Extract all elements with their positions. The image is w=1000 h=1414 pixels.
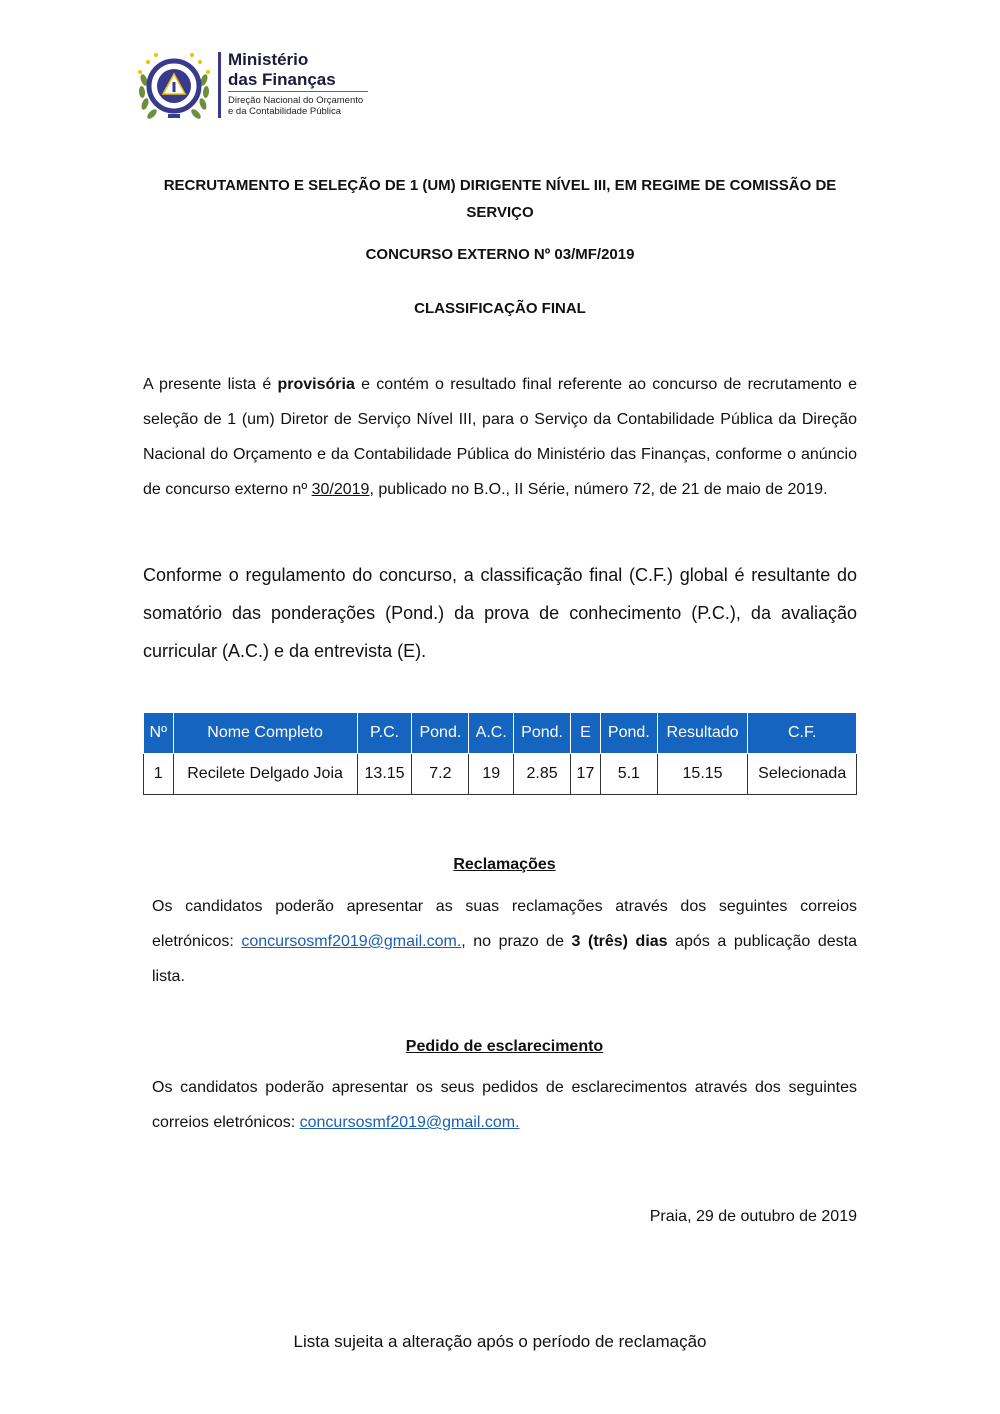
table-row [144,754,857,795]
col-header-nome: Nome Completo [173,713,357,754]
cell-e: 17 [570,754,600,795]
logo-subtitle-line1: Direção Nacional do Orçamento [228,95,364,106]
col-header-pc: P.C. [357,713,412,754]
col-header-pond-pc: Pond. [412,713,469,754]
republic-seal-icon [134,50,214,122]
cell-pond-pc: 7.2 [412,754,469,795]
esclarecimento-text-a: Os candidatos poderão apresentar os seus pedidos de esclarecimentos através dos seguintes correios eletrónicos: [152,1079,857,1131]
reclamacoes-text-a: Os candidatos poderão apresentar as suas reclamações através dos seguintes correios eletrónicos: [152,898,857,950]
cell-pond-e: 5.1 [600,754,657,795]
logo-title-line2: das Finanças [228,70,336,89]
intro-paragraph [143,367,857,507]
table-header-row [144,713,857,754]
cell-pc: 13.15 [357,754,412,795]
esclarecimento-email-link[interactable]: concursosmf2019@gmail.com. [299,1114,520,1131]
intro-text-c: , publicado no B.O., II Série, número 72, de 21 de maio de 2019. [369,481,828,498]
logo-divider [218,52,221,118]
dateline: Praia, 29 de outubro de 2019 [649,1208,857,1225]
cell-pond-ac: 2.85 [514,754,571,795]
cell-cf: Selecionada [748,754,857,795]
cell-numero: 1 [144,754,174,795]
anuncio-link[interactable]: 30/2019 [311,481,370,498]
logo-subtitle-line2: e da Contabilidade Pública [228,106,342,117]
results-table [143,712,857,795]
col-header-e: E [570,713,600,754]
intro-text-a: A presente lista é [143,376,278,393]
col-header-cf: C.F. [748,713,857,754]
intro-text-b: e contém o resultado final referente ao concurso de recrutamento e seleção de 1 (um) Diretor de Serviço Nível III, para o Serviço da Contabilidade Pública da Direção Nacional do Orçamento e da Contabilidade Pública do Ministério das Finanças, conforme o anúncio de concurso externo nº [143,376,858,498]
main-heading: RECRUTAMENTO E SELEÇÃO DE 1 (UM) DIRIGENTE NÍVEL III, EM REGIME DE COMISSÃO DE SERVIÇO [163,177,837,221]
regulation-paragraph: Conforme o regulamento do concurso, a classificação final (C.F.) global é resultante do somatório das ponderações (Pond.) da prova de conhecimento (P.C.), da avaliação curricular (A.C.) e da entrevista (E). [143,565,857,661]
cell-resultado: 15.15 [657,754,748,795]
classificacao-heading: CLASSIFICAÇÃO FINAL [414,300,586,317]
footer-note: Lista sujeita a alteração após o período de reclamação [293,1332,707,1351]
esclarecimento-title: Pedido de esclarecimento [405,1038,604,1055]
reclamacoes-paragraph [152,889,857,994]
logo-title-line1: Ministério [228,50,309,69]
reclamacoes-text-c: após a publicação desta lista. [152,933,858,985]
col-header-pond-ac: Pond. [514,713,571,754]
cell-nome: Recilete Delgado Joia [173,754,357,795]
col-header-pond-e: Pond. [600,713,657,754]
cell-ac: 19 [469,754,514,795]
reclamacoes-email-link[interactable]: concursosmf2019@gmail.com. [241,933,462,950]
intro-bold-provisoria: provisória [277,376,355,393]
col-header-numero: Nº [144,713,174,754]
ministry-logo [134,46,384,126]
reclamacoes-title: Reclamações [453,856,556,873]
concurso-heading: CONCURSO EXTERNO Nº 03/MF/2019 [365,246,635,263]
col-header-resultado: Resultado [657,713,748,754]
logo-rule [228,91,368,92]
col-header-ac: A.C. [469,713,514,754]
reclamacoes-text-b: , no prazo de [461,933,572,950]
reclamacoes-deadline: 3 (três) dias [571,933,668,950]
esclarecimento-paragraph [152,1070,857,1140]
